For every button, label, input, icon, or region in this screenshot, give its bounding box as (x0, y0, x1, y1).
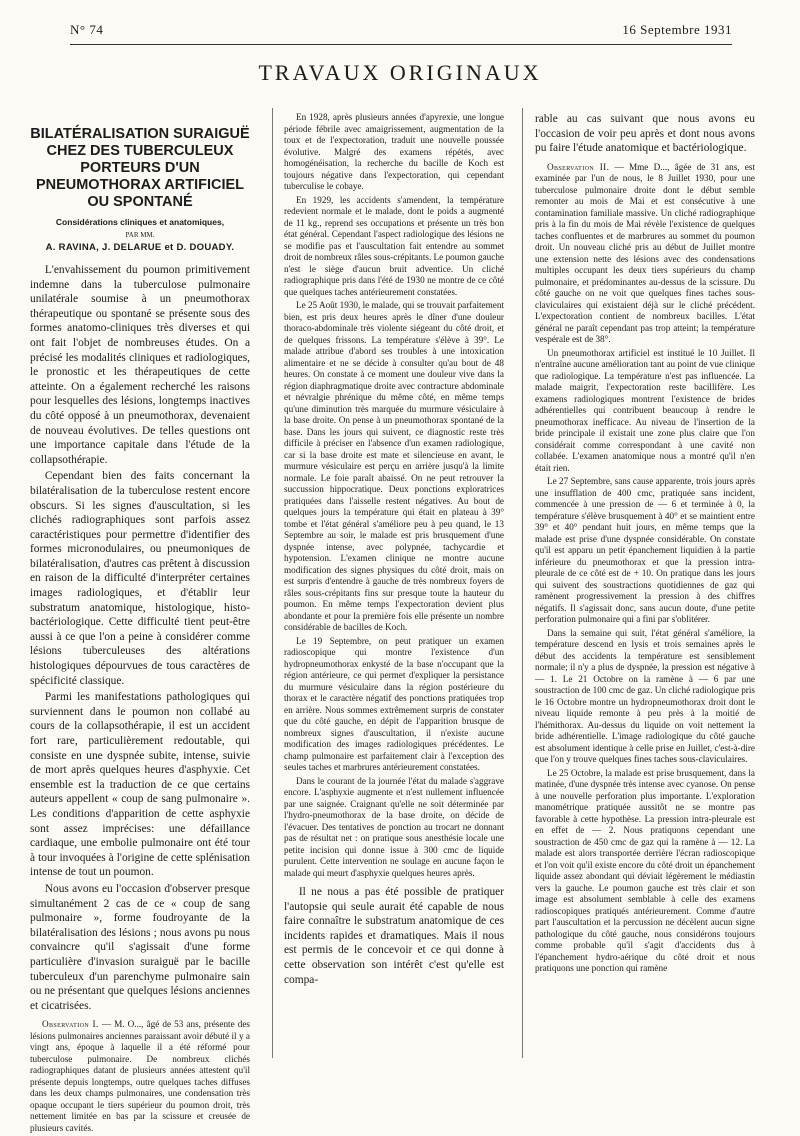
observation-2 (535, 162, 755, 346)
byline-par: PAR MM. (125, 231, 155, 239)
paragraph: Cependant bien des faits concernant la bilatéralisation de la tuberculose restent encore obscurs. Si les signes d'auscultation, si les clichés radiographiques sont parfois assez caractéristiques pour permettre d'identifier des formes micronodulaires, ou pneumoniques de bilatéralisation, d'autres cas prêtent à discussion en raison de la difficulté d'interpréter certaines images radiologiques, et d'établir leur substratum anatomique, histologique, histo-bactériologique. Cette difficulté tient peut-être aussi à ce que l'on a peine à considérer comme lésions tuberculeuses des altérations histologiques dépourvues de tous caractères de spécificité classique. (30, 470, 250, 687)
paragraph: L'envahissement du poumon primitivement indemne dans la tuberculose pulmonaire unilatérale soumise à un pneumothorax thérapeutique ou spontané se présente sous des formes anatomo-cliniques très diverses et qui ont fait l'objet de nombreuses études. On a précisé les modalités cliniques et radiologiques, le pronostic et les thérapeutiques de cette atteinte. On a également recherché les raisons pour lesquelles des lésions, longtemps inactives du côté opposé à un pneumothorax, devenaient de nouveau évolutives. De telles questions ont une importance capitale dans l'étude de la collapsothérapie. (30, 264, 250, 466)
paragraph: En 1929, les accidents s'amendent, la température redevient normale et le malade, dont le poids a augmenté de 11 kg., reprend ses occupations et présente un très bon état général. Cependant l'aspect radiologique des lésions ne se modifie pas et l'auscultation fait entendre au sommet droit de nombreux râles sous-crépitants. Le poumon gauche n'est le siège d'aucun bruit adventice. Un cliché radiographique pris dans l'été de 1930 ne montre de ce côté que quelques taches antérieurement constatées. (284, 194, 504, 297)
paragraph: Le 19 Septembre, on peut pratiquer un examen radioscopique qui montre l'existence d'un hydropneumothorax enkysté de la base n'occupant que la région antérieure, ce qui permet d'expliquer la persistance du murmure vésiculaire dans la région postérieure du thorax et le caractère négatif des ponctions pratiquées trop en arrière. Nous sommes extrêmement surpris de constater que du côté gauche, en dépit de l'apparition brusque de nombreux signes d'auscultation, il n'existe aucune modification des images radiologiques précédentes. Le champ pulmonaire est parfaitement clair à l'exception des seules taches et marbrures antérieurement constatées. (284, 635, 504, 772)
paragraph: Dans la semaine qui suit, l'état général s'améliore, la température descend en lysis et trois semaines après le début des accidents la température est sensiblement normale; il n'y a plus de dyspnée, la pression est négative à — 1. Le 21 Octobre on la ramène à — 6 par une soustraction de 100 cmc de gaz. Un cliché radiologique pris le 16 Octobre montre un hydropneumothorax droit dont le niveau liquide remonte à peu près à la moitié de l'hémithorax. Au-dessus du liquide on voit nettement la bride adhérentielle. L'image radiologique du côté gauche est absolument identique à celle prise en Juillet, c'est-à-dire que l'on y trouve quelques fines taches sous-claviculaires. (535, 627, 755, 765)
paragraph: Dans le courant de la journée l'état du malade s'aggrave encore. L'asphyxie augmente et n'est nullement influencée par une saignée. Craignant qu'elle ne soit déterminée par l'hydro-pneumothorax de la base droite, on décide de l'évacuer. Des tentatives de ponction au trocart ne donnant pas de résultat net : on pratique sous anesthésie locale une petite incision qui donne issue à 300 cmc de liquide purulent. Cette intervention ne soulage en aucune façon le malade qui meurt d'asphyxie quelques heures après. (284, 775, 504, 878)
paragraph: Il ne nous a pas été possible de pratiquer l'autopsie qui seule aurait été capable de nous faire connaître le substratum anatomique de ces incidents rapides et dramatiques. Mais il nous est permis de le concevoir et ce qui donne à cette observation son intérêt c'est qu'elle est compa- (284, 886, 504, 986)
section-title: TRAVAUX ORIGINAUX (258, 60, 542, 85)
paragraph: rable au cas suivant que nous avons eu l'occasion de voir peu après et dont nous avons pu faire l'étude anatomique et bactériologique. (535, 113, 755, 155)
article-subtitle: Considérations cliniques et anatomiques, (55, 217, 225, 227)
observation-label: Observation I. (41, 1019, 99, 1030)
paragraph: Un pneumothorax artificiel est institué le 10 Juillet. Il n'entraîne aucune amélioration tant au point de vue clinique que radiologique. La température n'est pas influencée. La malade maigrit, l'expectoration reste bacillifère. Les examens radiologiques montrent l'existence de brides adhérentielles qui contribuent beaucoup à rendre le pneumothorax inefficace. Au niveau de l'insertion de la bride principale il existait une zone plus claire que l'on considérait comme correspondant à une cavité non collabée. L'examen anatomique nous a montré qu'il n'en était rien. (535, 347, 755, 473)
observation-text: — M. O..., âgé de 53 ans, présente des lésions pulmonaires anciennes paraissant avoir débuté il y a vingt ans, époque à laquelle il a été réformé pour tuberculose pulmonaire. De nombreux clichés radiographiques datant de plusieurs années attestent qu'il présente depuis longtemps, outre quelques taches diffuses dans les deux champs pulmonaires, une condensation très opaque occupant le tiers supérieur du poumon droit, très nettement limitée en bas par la scissure et creusée de plusieurs cavités. (30, 1019, 250, 1133)
column-divider (522, 108, 523, 1058)
paragraph: Le 25 Août 1930, le malade, qui se trouvait parfaitement bien, est pris deux heures après le dîner d'une douleur thoraco-abdominale très violente siégeant du côté droit, et de quelques frissons. La température s'élève à 39°. Le malade attribue d'abord ses troubles à une intoxication alimentaire et ne se décide à consulter qu'au bout de 48 heures. On constate à ce moment une douleur vive dans la région diaphragmatique droite avec contracture abdominale et névralgie phrénique du même côté, en même temps qu'une diminution très marquée du murmure vésiculaire à la base droite. On pense à un pneumothorax spontané de la base. Dans les jours qui suivent, ce diagnostic reste très difficile à préciser en l'absence d'un examen radiologique, car si la base droite est mate et silencieuse en avant, le murmure vésiculaire est perçu en arrière jusqu'à la limite normale. Le foie paraît abaissé. On ne peut retrouver la succussion hippocratique. Deux ponctions exploratrices pratiquées dans l'aisselle restent négatives. Au bout de quelques jours la température qui était en plateau à 39° tombe et l'état général s'améliore peu à peu quand, le 13 Septembre au soir, le malade est pris brusquement d'une dyspnée intense, avec polypnée, tachycardie et hypotension. L'examen clinique ne montre aucune modification des signes physiques du côté droit, mais on est surpris d'entendre à gauche de très nombreux foyers de râles sous-crépitants fins sur presque toute la hauteur du poumon. En même temps l'expectoration devient plus abondante et pour la première fois elle présente un nombre considérable de bacilles de Koch. (284, 300, 504, 632)
observation-label: Observation II. (546, 161, 610, 172)
observation-text: — Mme D..., âgée de 31 ans, est examinée par l'un de nous, le 8 Juillet 1930, pour une tuberculose pulmonaire droite dont le début semble remonter au mois de Mai et est consécutive à une contamination familiale massive. Un cliché radiographique pris à la fin du mois de Mai révèle l'existence de quelques taches confluentes et de marbrures au sommet du poumon droit. Un nouveau cliché pris au début de Juillet montre une extension nette des lésions avec des condensations multiples occupant les deux tiers supérieurs du champ pulmonaire, et prédominantes au-dessus de la scissure. Du côté gauche on ne voit que quelques fines taches sous-claviculaires qui existaient déjà sur le cliché précédent. L'expectoration contient de nombreux bacilles. L'état général ne paraît cependant pas trop atteint; la température vespérale est de 38°. (535, 161, 756, 345)
authors: A. RAVINA, J. DELARUE et D. DOUADY. (45, 242, 235, 253)
page-header (70, 22, 732, 42)
paragraph: Le 27 Septembre, sans cause apparente, trois jours après une insufflation de 400 cmc, pratiquée sans incident, commencée à une pression de — 6 et terminée à 0, la température s'élève brusquement à 40° et se maintient entre 39° et 40° pendant huit jours, en même temps que la malade est prise d'une dyspnée considérable. On constate qu'il est apparu un petit épanchement liquidien à la partie inférieure du pneumothorax et que la pression intra-pleurale de ce côté est de + 10. On pratique dans les jours qui suivent des soustractions quotidiennes de gaz qui ramènent progressivement la pression à des chiffres négatifs. Il s'agissait donc, sans aucun doute, d'une petite perforation pulmonaire qui a fini par s'oblitérer. (535, 476, 755, 625)
paragraph: Parmi les manifestations pathologiques qui surviennent dans le poumon non collabé au cours de la collapsothérapie, il est un accident fort rare, particulièrement redoutable, qui consiste en une dyspnée subite, intense, suivie de mort après quelques heures d'asphyxie. Cet ensemble est la traduction de ce que certains auteurs appellent « coup de sang pulmonaire ». Les conditions d'apparition de cette asphyxie sont assez imprécises: une défaillance cardiaque, une embolie pulmonaire ont été tour à tour invoquées à l'origine de cette splénisation intense de tout un poumon. (30, 691, 250, 879)
header-rule (70, 44, 732, 45)
observation-1 (30, 1019, 250, 1134)
column-1 (30, 108, 250, 1136)
paragraph: En 1928, après plusieurs années d'apyrexie, une longue période fébrile avec amaigrissement, augmentation de la toux et de l'expectoration, traduit une nouvelle poussée évolutive. Malgré des examens répétés, avec homogénéisation, la recherche du bacille de Koch est toujours négative dans l'expectoration, qui cependant tuberculise le cobaye. (284, 112, 504, 191)
paragraph: Nous avons eu l'occasion d'observer presque simultanément 2 cas de ce « coup de sang pulmonaire », forme foudroyante de la bilatéralisation des lésions ; nous avons pu nous convaincre qu'il s'agissait d'une forme particulière d'invasion suraiguë par le bacille tuberculeux d'un parenchyme pulmonaire sain ou ne présentant que quelques lésions anciennes et cicatrisées. (30, 882, 250, 1012)
column-2 (284, 112, 504, 989)
article-title: BILATÉRALISATION SURAIGUË CHEZ DES TUBERCULEUX PORTEURS D'UN PNEUMOTHORAX ARTIFICIEL OU SPONTANÉ (30, 126, 250, 210)
issue-number: N° 74 (70, 22, 104, 37)
column-divider (272, 108, 273, 1058)
paragraph: Le 25 Octobre, la malade est prise brusquement, dans la matinée, d'une dyspnée très intense avec cyanose. On pense à une nouvelle perforation plus importante. L'exploration manométrique pratiquée aussitôt ne se montre pas favorable à cette hypothèse. La pression intra-pleurale est en effet de — 2. Nous pratiquons cependant une soustraction de 450 cmc de gaz qui la ramène à — 12. La malade est alors transportée derrière l'écran radioscopique et l'on voit qu'il existe encore du côté droit un épanchement liquide assez abondant qui déviait légèrement le médiastin vers la gauche. Le poumon gauche est très clair et son image est absolument semblable à celle des examens radioscopiques pratiqués antérieurement. Comme d'autre part l'auscultation et la percussion ne décèlent aucun signe pathologique du côté gauche, nous considérons toujours comme probable qu'il s'agit d'accidents dus à l'épanchement hydro-aérique du côté droit et nous pratiquons une ponction qui ramène (535, 767, 755, 974)
issue-date: 16 Septembre 1931 (622, 22, 732, 37)
column-3 (535, 112, 755, 977)
